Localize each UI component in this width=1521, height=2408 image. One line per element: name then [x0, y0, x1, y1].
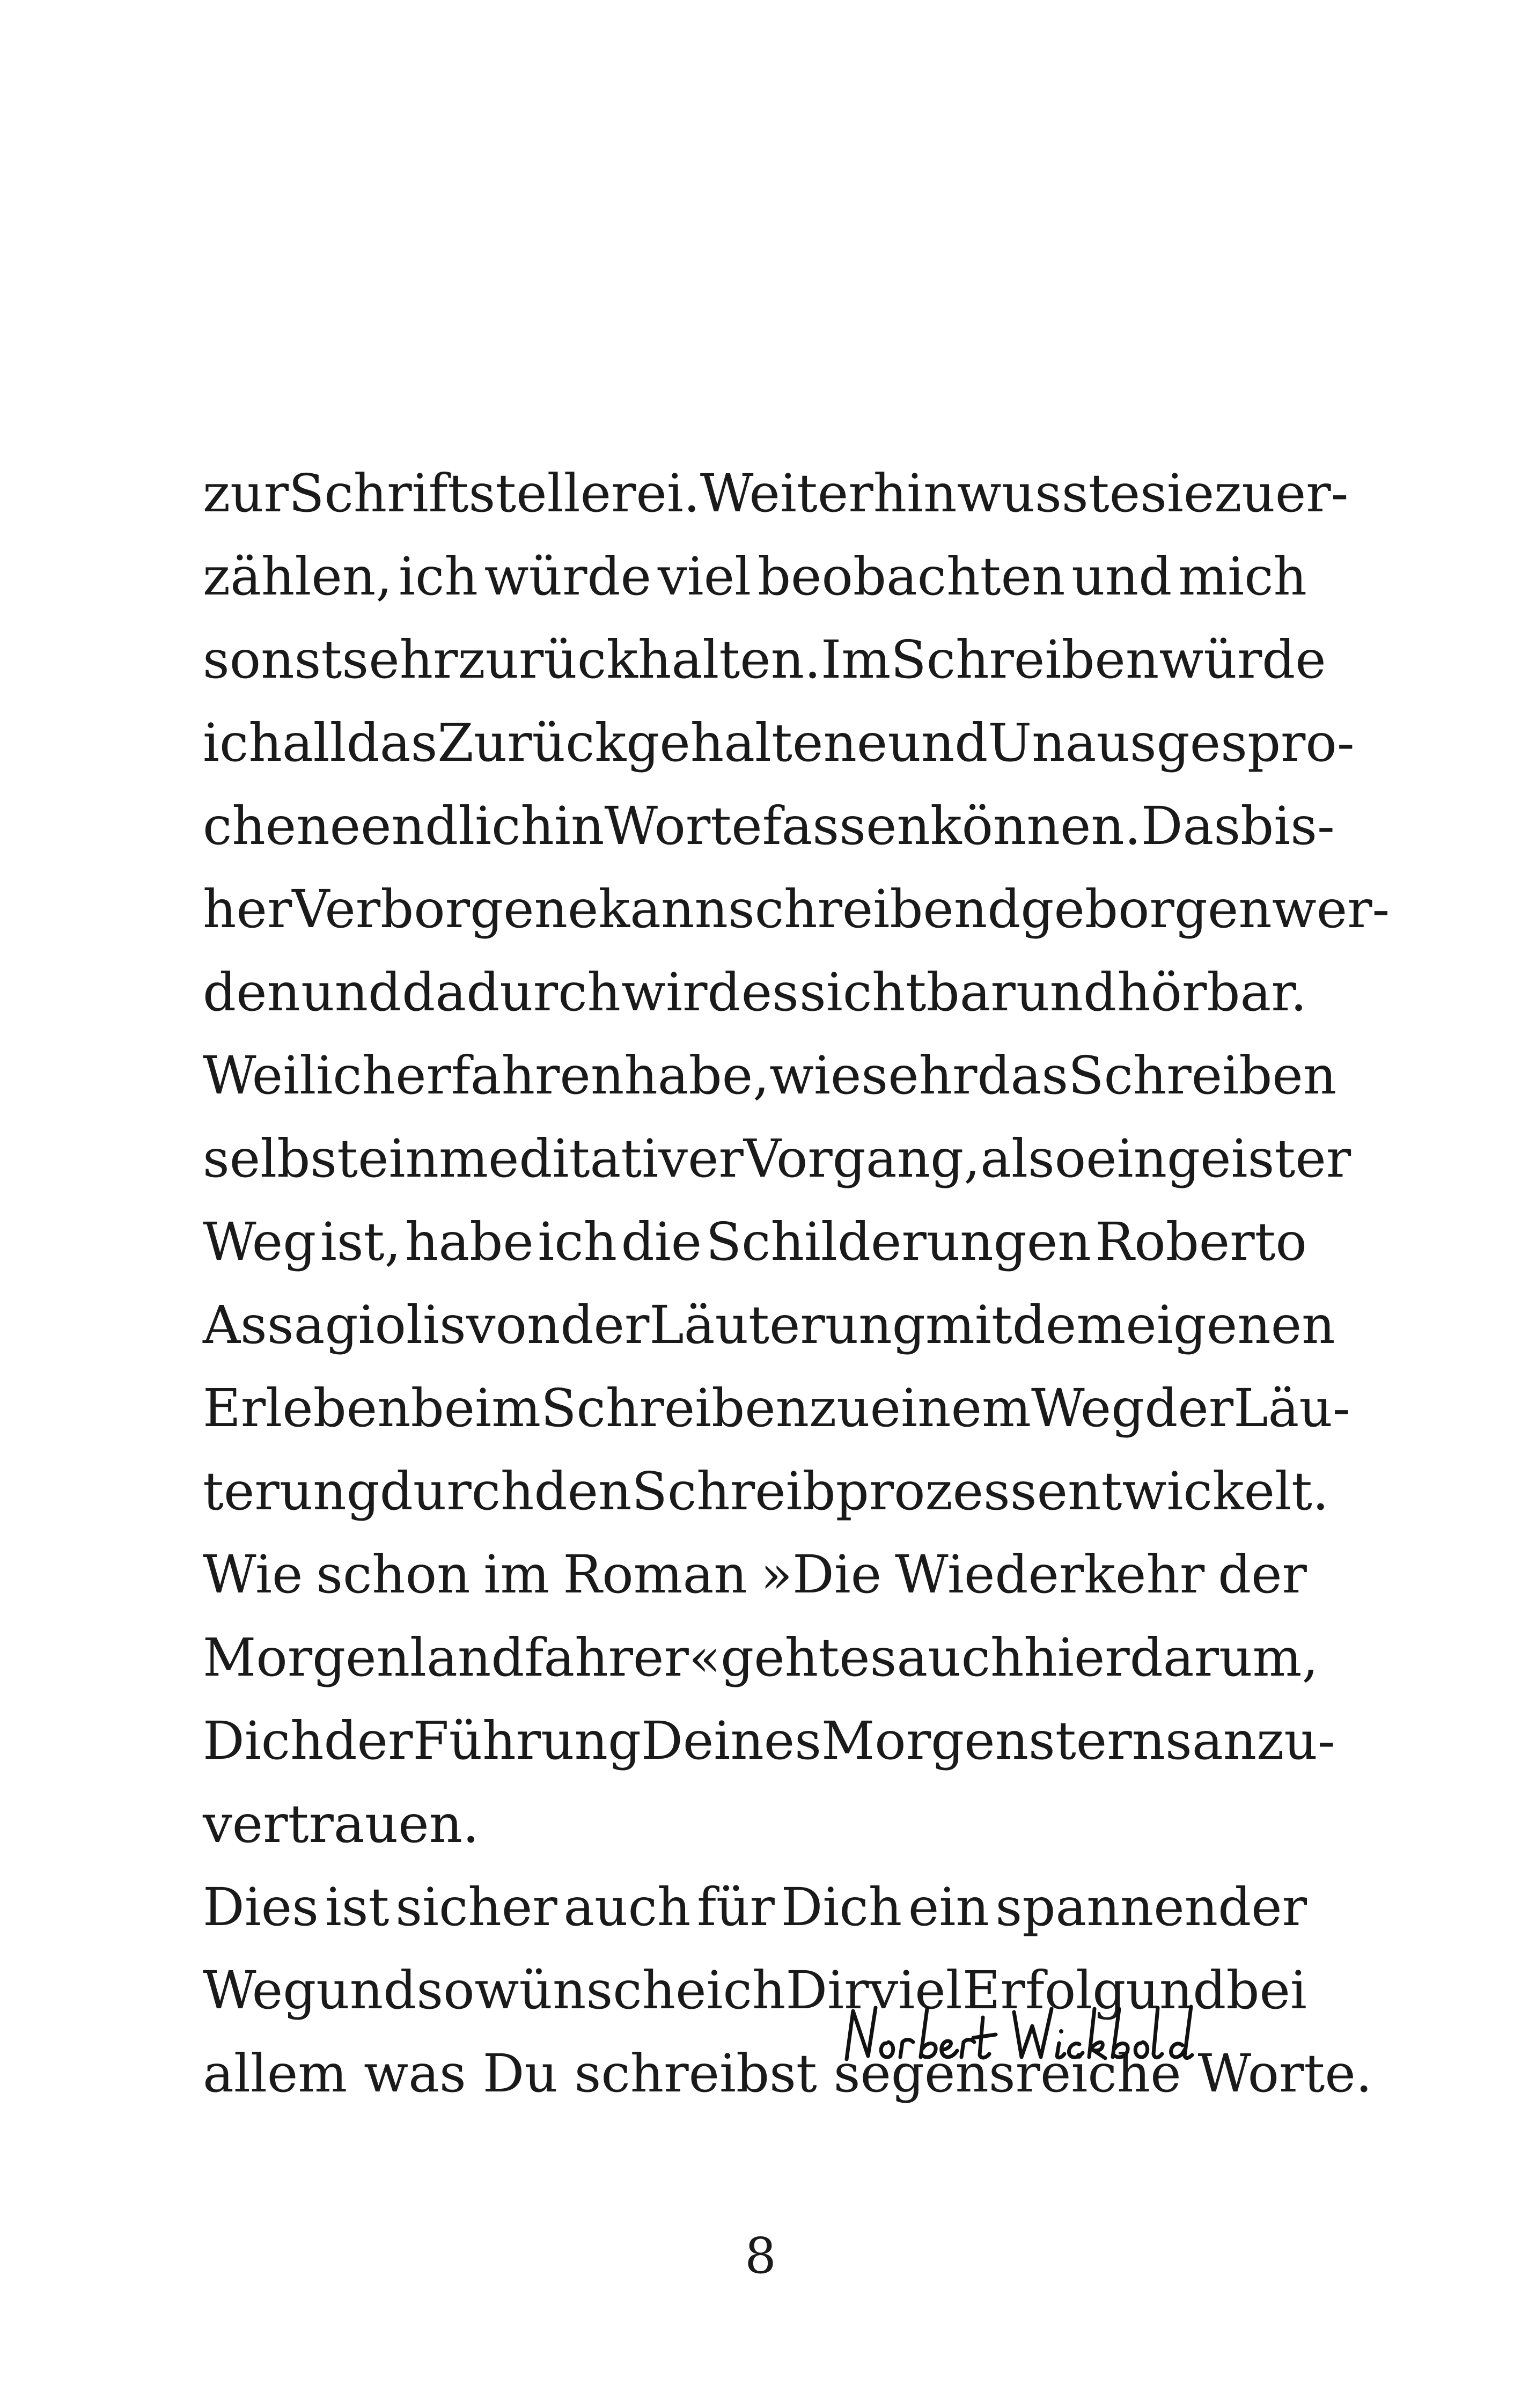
text-line: Weil ich erfahren habe, wie sehr das Schreiben [203, 1045, 1337, 1106]
text-line: Assagiolis von der Läuterung mit dem eigenen [203, 1295, 1335, 1355]
text-line: sonst sehr zurückhalten. Im Schreiben würde [203, 629, 1326, 690]
text-line: her Verborgene kann schreibend geborgen wer- [203, 879, 1390, 939]
text-line: Weg und so wünsche ich Dir viel Erfolg und bei [203, 1960, 1307, 2021]
page-number: 8 [745, 2227, 776, 2285]
body-text [203, 452, 1390, 2115]
text-line: zur Schriftstellerei. Weiterhin wusste sie zu er- [203, 463, 1349, 524]
text-line: Dies ist sicher auch für Dich ein spannender [203, 1877, 1307, 1937]
text-line: terung durch den Schreibprozess entwickelt. [203, 1461, 1329, 1522]
handwritten-signature [837, 1996, 1213, 2071]
text-line: selbst ein meditativer Vorgang, also ein geister [203, 1128, 1351, 1189]
text-line: Morgenlandfahrer« geht es auch hier darum, [203, 1627, 1319, 1688]
text-line: den und dadurch wird es sichtbar und hörbar. [203, 962, 1307, 1023]
text-line: chene endlich in Worte fassen können. Das bis- [203, 796, 1335, 856]
text-line: Weg ist, habe ich die Schilderungen Roberto [203, 1212, 1307, 1272]
text-line: zählen, ich würde viel beobachten und mich [203, 546, 1307, 607]
text-line: vertrauen. [203, 1794, 479, 1854]
text-line: allem was Du schreibst segensreiche Worte. [203, 2043, 1372, 2104]
text-line: ich all das Zurückgehaltene und Unausgespro- [203, 713, 1355, 773]
text-line: Dich der Führung Deines Morgensterns anzu- [203, 1710, 1335, 1771]
text-line: Erleben beim Schreiben zu einem Weg der Läu- [203, 1378, 1350, 1438]
text-line: Wie schon im Roman »Die Wiederkehr der [203, 1544, 1307, 1605]
